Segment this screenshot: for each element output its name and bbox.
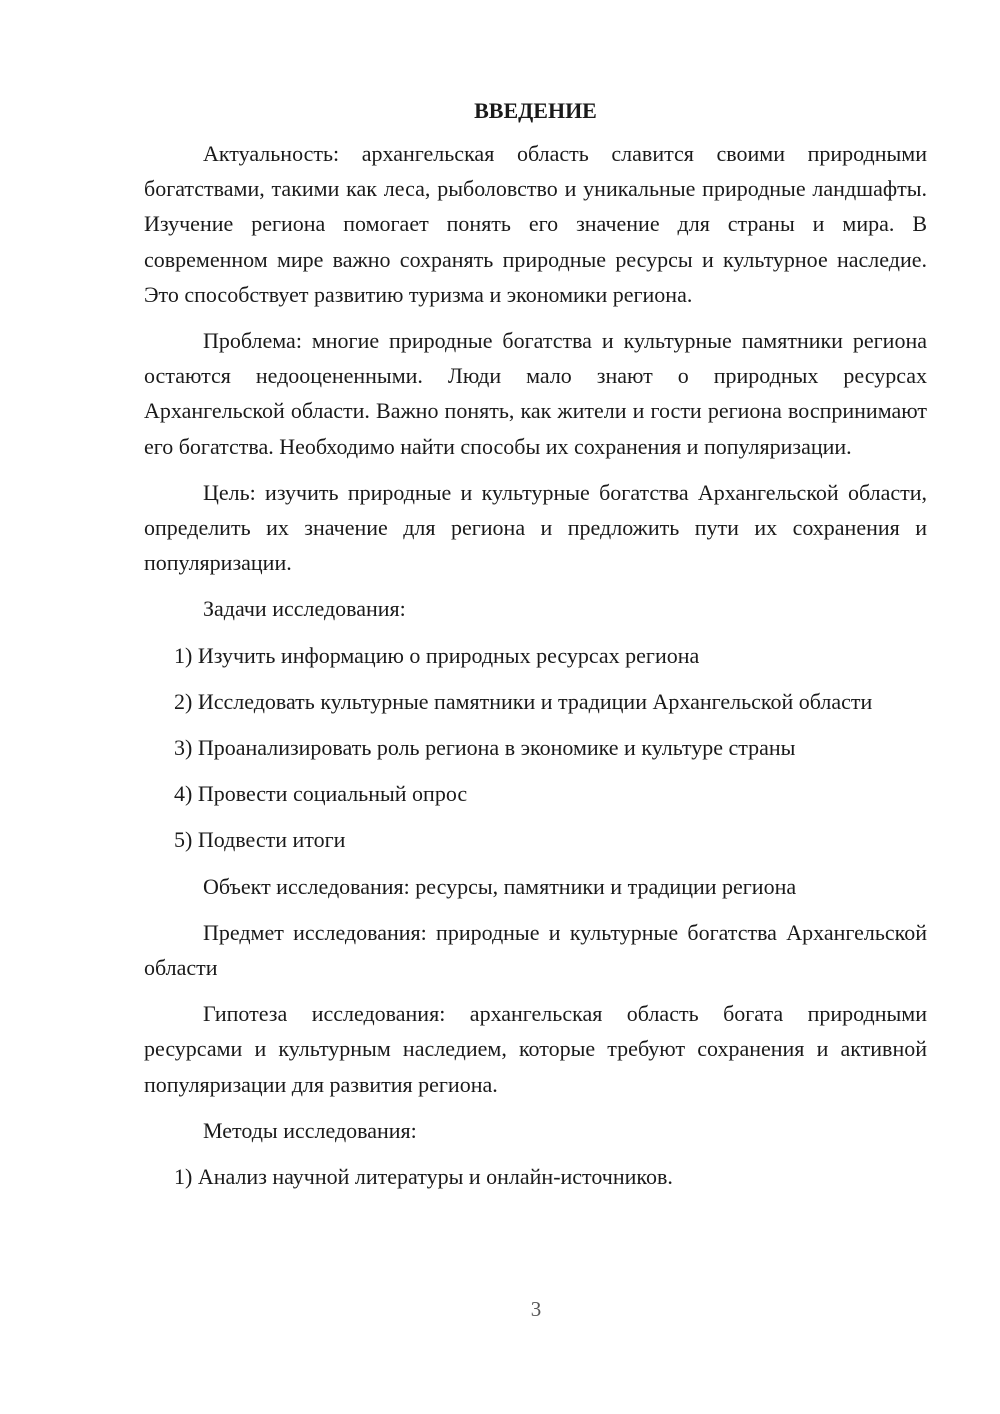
methods-heading: Методы исследования: — [203, 1117, 417, 1143]
tasks-heading: Задачи исследования: — [203, 596, 406, 622]
goal-paragraph: Цель: изучить природные и культурные богатства Архангельской области, определить их значение для региона и предложить пути их сохранения и популяризации. — [144, 479, 927, 576]
task-item-2: 2) Исследовать культурные памятники и традиции Архангельской области — [174, 688, 873, 714]
problem-paragraph: Проблема: многие природные богатства и культурные памятники региона остаются недооцененными. Люди мало знают о природных ресурсах Архангельской области. Важно понять, как жители и гости региона воспринимают его богатства. Необходимо найти способы их сохранения и популяризации. — [144, 328, 927, 459]
method-item-1: 1) Анализ научной литературы и онлайн-источников. — [174, 1164, 673, 1190]
hypothesis-paragraph: Гипотеза исследования: архангельская область богата природными ресурсами и культурным наследием, которые требуют сохранения и активной популяризации для развития региона. — [144, 1001, 927, 1097]
task-item-3: 3) Проанализировать роль региона в экономике и культуре страны — [174, 735, 796, 761]
section-title: ВВЕДЕНИЕ — [474, 98, 597, 123]
subject-paragraph: Предмет исследования: природные и культурные богатства Архангельской области — [144, 919, 927, 981]
task-item-4: 4) Провести социальный опрос — [174, 781, 468, 807]
relevance-paragraph: Актуальность: архангельская область славится своими природными богатствами, такими как леса, рыболовство и уникальные природные ландшафты. Изучение региона помогает понять его значение для страны и мира. В современном мире важно сохранять природные ресурсы и культурное наследие. Это способствует развитию туризма и экономики региона. — [144, 141, 927, 307]
object-paragraph: Объект исследования: ресурсы, памятники и традиции региона — [203, 873, 797, 899]
task-item-5: 5) Подвести итоги — [174, 827, 346, 853]
page-content — [144, 93, 927, 1205]
page-number: 3 — [530, 1297, 542, 1321]
task-item-1: 1) Изучить информацию о природных ресурсах региона — [174, 642, 700, 668]
